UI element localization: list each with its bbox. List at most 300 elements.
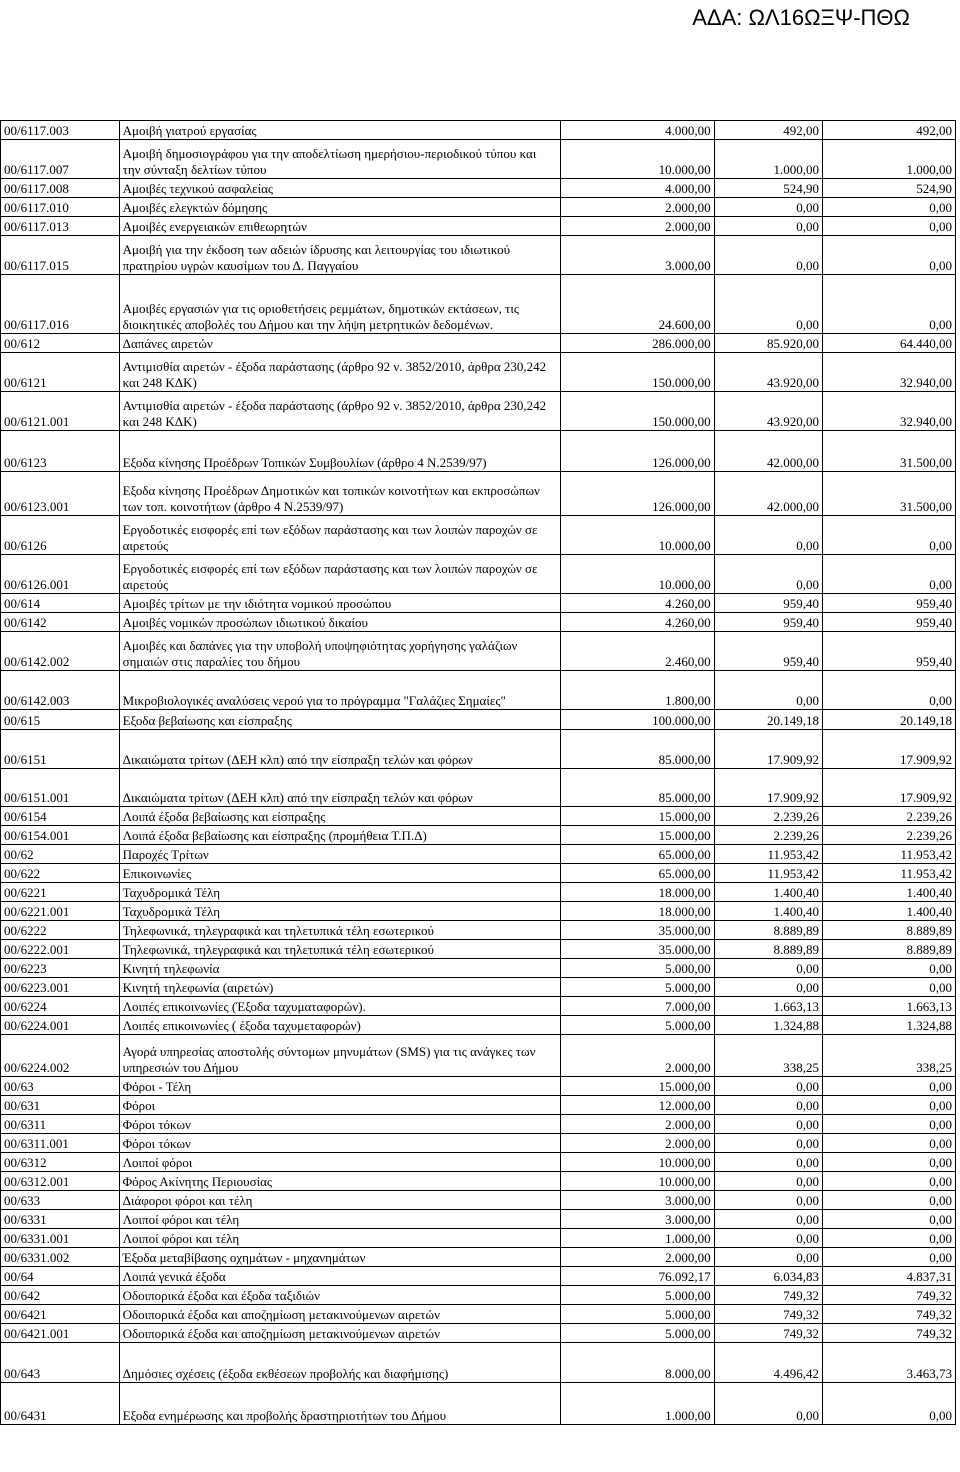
commitment-amount-cell: 0,00 [714,1172,822,1191]
account-code-cell: 00/6126.001 [1,555,120,594]
table-row [1,710,956,730]
ada-header: ΑΔΑ: ΩΛ16ΩΞΨ-ΠΘΩ [692,5,910,30]
commitment-amount-cell: 0,00 [714,1191,822,1210]
commitment-amount-cell: 1.000,00 [714,140,822,179]
budget-amount-cell: 2.000,00 [561,198,714,217]
commitment-amount-cell: 0,00 [714,516,822,555]
commitment-amount-cell: 17.909,92 [714,769,822,807]
description-cell: Λοιπά έξοδα βεβαίωσης και είσπραξης (προμήθεια Τ.Π.Δ) [119,826,561,845]
commitment-amount-cell: 0,00 [714,959,822,978]
table-row [1,594,956,613]
account-code-cell: 00/6421.001 [1,1324,120,1343]
table-row [1,1305,956,1324]
payment-amount-cell: 8.889,89 [823,940,956,959]
account-code-cell: 00/6224 [1,997,120,1016]
table-row [1,1134,956,1153]
account-code-cell: 00/6121.001 [1,392,120,431]
table-row [1,1191,956,1210]
description-cell: Αμοιβή γιατρού εργασίας [119,121,561,140]
table-row [1,392,956,431]
payment-amount-cell: 1.000,00 [823,140,956,179]
table-row [1,959,956,978]
table-row [1,1343,956,1383]
account-code-cell: 00/64 [1,1267,120,1286]
table-row [1,555,956,594]
payment-amount-cell: 749,32 [823,1305,956,1324]
account-code-cell: 00/6221 [1,883,120,902]
commitment-amount-cell: 8.889,89 [714,940,822,959]
budget-amount-cell: 8.000,00 [561,1343,714,1383]
account-code-cell: 00/6331.001 [1,1229,120,1248]
budget-amount-cell: 2.000,00 [561,1035,714,1077]
account-code-cell: 00/6126 [1,516,120,555]
description-cell: Εξοδα κίνησης Προέδρων Δημοτικών και τοπικών κοινοτήτων και εκπροσώπων των τοπ. κοινοτήτων (άρθρο 4 Ν.2539/97) [119,472,561,516]
commitment-amount-cell: 0,00 [714,198,822,217]
account-code-cell: 00/6154.001 [1,826,120,845]
account-code-cell: 00/6117.016 [1,275,120,334]
account-code-cell: 00/643 [1,1343,120,1383]
commitment-amount-cell: 492,00 [714,121,822,140]
account-code-cell: 00/6123.001 [1,472,120,516]
budget-amount-cell: 5.000,00 [561,978,714,997]
payment-amount-cell: 3.463,73 [823,1343,956,1383]
payment-amount-cell: 749,32 [823,1324,956,1343]
payment-amount-cell: 959,40 [823,632,956,671]
table-row [1,353,956,392]
budget-amount-cell: 2.000,00 [561,1115,714,1134]
payment-amount-cell: 0,00 [823,1134,956,1153]
commitment-amount-cell: 1.324,88 [714,1016,822,1035]
budget-amount-cell: 10.000,00 [561,516,714,555]
account-code-cell: 00/6421 [1,1305,120,1324]
budget-amount-cell: 24.600,00 [561,275,714,334]
payment-amount-cell: 1.400,40 [823,883,956,902]
account-code-cell: 00/6121 [1,353,120,392]
commitment-amount-cell: 0,00 [714,275,822,334]
payment-amount-cell: 0,00 [823,1115,956,1134]
description-cell: Ταχυδρομικά Τέλη [119,883,561,902]
commitment-amount-cell: 0,00 [714,1115,822,1134]
description-cell: Αντιμισθία αιρετών - έξοδα παράστασης (άρθρο 92 ν. 3852/2010, άρθρα 230,242 και 248 ΚΔΚ) [119,353,561,392]
payment-amount-cell: 0,00 [823,217,956,236]
payment-amount-cell: 492,00 [823,121,956,140]
table-row [1,1267,956,1286]
description-cell: Λοιπές επικοινωνίες ( έξοδα ταχυμεταφορών) [119,1016,561,1035]
description-cell: Λοιπές επικοινωνίες (Έξοδα ταχυματαφορών). [119,997,561,1016]
description-cell: Αγορά υπηρεσίας αποστολής σύντομων μηνυμάτων (SMS) για τις ανάγκες των υπηρεσιών του Δήμου [119,1035,561,1077]
payment-amount-cell: 0,00 [823,1229,956,1248]
payment-amount-cell: 0,00 [823,516,956,555]
description-cell: Λοιποί φόροι και τέλη [119,1229,561,1248]
commitment-amount-cell: 1.663,13 [714,997,822,1016]
table-row [1,997,956,1016]
commitment-amount-cell: 0,00 [714,236,822,275]
payment-amount-cell: 0,00 [823,555,956,594]
budget-amount-cell: 15.000,00 [561,826,714,845]
description-cell: Διάφοροι φόροι και τέλη [119,1191,561,1210]
payment-amount-cell: 32.940,00 [823,392,956,431]
description-cell: Εργοδοτικές εισφορές επί των εξόδων παράστασης και των λοιπών παροχών σε αιρετούς [119,516,561,555]
table-row [1,864,956,883]
budget-table [0,120,956,1425]
budget-amount-cell: 5.000,00 [561,1324,714,1343]
commitment-amount-cell: 0,00 [714,1210,822,1229]
payment-amount-cell: 0,00 [823,1096,956,1115]
payment-amount-cell: 0,00 [823,1191,956,1210]
account-code-cell: 00/612 [1,334,120,353]
budget-amount-cell: 3.000,00 [561,1210,714,1229]
description-cell: Αμοιβές νομικών προσώπων ιδιωτικού δικαίου [119,613,561,632]
account-code-cell: 00/6431 [1,1383,120,1425]
commitment-amount-cell: 43.920,00 [714,353,822,392]
account-code-cell: 00/6151 [1,730,120,769]
commitment-amount-cell: 0,00 [714,1096,822,1115]
budget-amount-cell: 5.000,00 [561,1305,714,1324]
payment-amount-cell: 17.909,92 [823,769,956,807]
account-code-cell: 00/6221.001 [1,902,120,921]
description-cell: Εξοδα βεβαίωσης και είσπραξης [119,710,561,730]
table-row [1,516,956,555]
table-row [1,845,956,864]
table-row [1,1229,956,1248]
account-code-cell: 00/6222 [1,921,120,940]
table-row [1,613,956,632]
commitment-amount-cell: 0,00 [714,1383,822,1425]
commitment-amount-cell: 8.889,89 [714,921,822,940]
description-cell: Φόρος Ακίνητης Περιουσίας [119,1172,561,1191]
budget-amount-cell: 18.000,00 [561,902,714,921]
account-code-cell: 00/6117.013 [1,217,120,236]
table-row [1,807,956,826]
payment-amount-cell: 0,00 [823,236,956,275]
description-cell: Δικαιώματα τρίτων (ΔΕΗ κλπ) από την είσπραξη τελών και φόρων [119,730,561,769]
table-row [1,1172,956,1191]
payment-amount-cell: 31.500,00 [823,431,956,472]
commitment-amount-cell: 6.034,83 [714,1267,822,1286]
payment-amount-cell: 17.909,92 [823,730,956,769]
table-row [1,730,956,769]
account-code-cell: 00/6117.008 [1,179,120,198]
description-cell: Οδοιπορικά έξοδα και αποζημίωση μετακινούμενων αιρετών [119,1324,561,1343]
description-cell: Μικροβιολογικές αναλύσεις νερού για το πρόγραμμα "Γαλάζιες Σημαίες" [119,671,561,710]
budget-amount-cell: 5.000,00 [561,959,714,978]
account-code-cell: 00/63 [1,1077,120,1096]
commitment-amount-cell: 0,00 [714,671,822,710]
description-cell: Εξοδα κίνησης Προέδρων Τοπικών Συμβουλίων (άρθρο 4 Ν.2539/97) [119,431,561,472]
description-cell: Αμοιβές τρίτων με την ιδιότητα νομικού προσώπου [119,594,561,613]
budget-amount-cell: 150.000,00 [561,392,714,431]
payment-amount-cell: 1.324,88 [823,1016,956,1035]
table-row [1,1016,956,1035]
payment-amount-cell: 0,00 [823,978,956,997]
budget-amount-cell: 85.000,00 [561,730,714,769]
table-row [1,1324,956,1343]
table-row [1,1286,956,1305]
budget-amount-cell: 35.000,00 [561,940,714,959]
table-row [1,1096,956,1115]
budget-amount-cell: 126.000,00 [561,431,714,472]
description-cell: Αμοιβές τεχνικού ασφαλείας [119,179,561,198]
commitment-amount-cell: 2.239,26 [714,807,822,826]
payment-amount-cell: 11.953,42 [823,864,956,883]
account-code-cell: 00/631 [1,1096,120,1115]
description-cell: Λοιποί φόροι [119,1153,561,1172]
table-row [1,632,956,671]
description-cell: Αντιμισθία αιρετών - έξοδα παράστασης (άρθρο 92 ν. 3852/2010, άρθρα 230,242 και 248 ΚΔΚ) [119,392,561,431]
table-row [1,121,956,140]
commitment-amount-cell: 1.400,40 [714,902,822,921]
description-cell: Ταχυδρομικά Τέλη [119,902,561,921]
account-code-cell: 00/622 [1,864,120,883]
description-cell: Παροχές Τρίτων [119,845,561,864]
account-code-cell: 00/633 [1,1191,120,1210]
account-code-cell: 00/615 [1,710,120,730]
payment-amount-cell: 0,00 [823,198,956,217]
account-code-cell: 00/62 [1,845,120,864]
commitment-amount-cell: 749,32 [714,1305,822,1324]
budget-amount-cell: 3.000,00 [561,236,714,275]
payment-amount-cell: 31.500,00 [823,472,956,516]
budget-amount-cell: 1.000,00 [561,1383,714,1425]
table-row [1,769,956,807]
account-code-cell: 00/6117.007 [1,140,120,179]
payment-amount-cell: 0,00 [823,1248,956,1267]
account-code-cell: 00/6223.001 [1,978,120,997]
budget-amount-cell: 2.000,00 [561,1134,714,1153]
description-cell: Φόροι [119,1096,561,1115]
budget-amount-cell: 65.000,00 [561,845,714,864]
payment-amount-cell: 0,00 [823,1077,956,1096]
table-row [1,1115,956,1134]
budget-amount-cell: 2.000,00 [561,1248,714,1267]
table-row [1,334,956,353]
table-row [1,1210,956,1229]
account-code-cell: 00/6311.001 [1,1134,120,1153]
table-row [1,1153,956,1172]
commitment-amount-cell: 0,00 [714,1153,822,1172]
commitment-amount-cell: 959,40 [714,632,822,671]
description-cell: Δαπάνες αιρετών [119,334,561,353]
payment-amount-cell: 0,00 [823,671,956,710]
payment-amount-cell: 524,90 [823,179,956,198]
table-row [1,1383,956,1425]
budget-amount-cell: 65.000,00 [561,864,714,883]
account-code-cell: 00/6224.002 [1,1035,120,1077]
description-cell: Εργοδοτικές εισφορές επί των εξόδων παράστασης και των λοιπών παροχών σε αιρετούς [119,555,561,594]
budget-amount-cell: 4.000,00 [561,179,714,198]
commitment-amount-cell: 0,00 [714,1077,822,1096]
commitment-amount-cell: 85.920,00 [714,334,822,353]
table-row [1,1077,956,1096]
budget-amount-cell: 126.000,00 [561,472,714,516]
budget-amount-cell: 7.000,00 [561,997,714,1016]
budget-amount-cell: 286.000,00 [561,334,714,353]
table-row [1,236,956,275]
commitment-amount-cell: 0,00 [714,217,822,236]
payment-amount-cell: 0,00 [823,1153,956,1172]
account-code-cell: 00/614 [1,594,120,613]
commitment-amount-cell: 43.920,00 [714,392,822,431]
payment-amount-cell: 0,00 [823,1383,956,1425]
commitment-amount-cell: 2.239,26 [714,826,822,845]
payment-amount-cell: 0,00 [823,275,956,334]
account-code-cell: 00/6224.001 [1,1016,120,1035]
description-cell: Οδοιπορικά έξοδα και αποζημίωση μετακινούμενων αιρετών [119,1305,561,1324]
description-cell: Αμοιβές ενεργειακών επιθεωρητών [119,217,561,236]
description-cell: Τηλεφωνικά, τηλεγραφικά και τηλετυπικά τέλη εσωτερικού [119,940,561,959]
payment-amount-cell: 0,00 [823,1172,956,1191]
payment-amount-cell: 0,00 [823,959,956,978]
payment-amount-cell: 11.953,42 [823,845,956,864]
description-cell: Φόροι τόκων [119,1134,561,1153]
commitment-amount-cell: 17.909,92 [714,730,822,769]
payment-amount-cell: 338,25 [823,1035,956,1077]
commitment-amount-cell: 959,40 [714,594,822,613]
commitment-amount-cell: 20.149,18 [714,710,822,730]
account-code-cell: 00/6312.001 [1,1172,120,1191]
budget-amount-cell: 4.000,00 [561,121,714,140]
budget-amount-cell: 1.800,00 [561,671,714,710]
budget-amount-cell: 35.000,00 [561,921,714,940]
commitment-amount-cell: 42.000,00 [714,431,822,472]
account-code-cell: 00/6142.002 [1,632,120,671]
description-cell: Αμοιβές και δαπάνες για την υποβολή υποψηφιότητας χορήγησης γαλάζιων σημαιών στις παραλίες του δήμου [119,632,561,671]
budget-amount-cell: 2.460,00 [561,632,714,671]
description-cell: Οδοιπορικά έξοδα και έξοδα ταξιδιών [119,1286,561,1305]
commitment-amount-cell: 0,00 [714,1229,822,1248]
account-code-cell: 00/6331 [1,1210,120,1229]
commitment-amount-cell: 338,25 [714,1035,822,1077]
account-code-cell: 00/6331.002 [1,1248,120,1267]
description-cell: Λοιπά έξοδα βεβαίωσης και είσπραξης [119,807,561,826]
account-code-cell: 00/6117.010 [1,198,120,217]
budget-table-body [1,121,956,1425]
account-code-cell: 00/642 [1,1286,120,1305]
account-code-cell: 00/6222.001 [1,940,120,959]
table-row [1,940,956,959]
account-code-cell: 00/6151.001 [1,769,120,807]
budget-amount-cell: 15.000,00 [561,1077,714,1096]
payment-amount-cell: 64.440,00 [823,334,956,353]
description-cell: Δικαιώματα τρίτων (ΔΕΗ κλπ) από την είσπραξη τελών και φόρων [119,769,561,807]
account-code-cell: 00/6142.003 [1,671,120,710]
description-cell: Αμοιβές ελεγκτών δόμησης [119,198,561,217]
budget-amount-cell: 4.260,00 [561,613,714,632]
commitment-amount-cell: 749,32 [714,1286,822,1305]
commitment-amount-cell: 0,00 [714,1248,822,1267]
payment-amount-cell: 8.889,89 [823,921,956,940]
table-row [1,826,956,845]
table-row [1,140,956,179]
description-cell: Κινητή τηλεφωνία [119,959,561,978]
payment-amount-cell: 1.663,13 [823,997,956,1016]
table-row [1,921,956,940]
account-code-cell: 00/6311 [1,1115,120,1134]
commitment-amount-cell: 0,00 [714,978,822,997]
account-code-cell: 00/6154 [1,807,120,826]
table-row [1,978,956,997]
description-cell: Κινητή τηλεφωνία (αιρετών) [119,978,561,997]
commitment-amount-cell: 1.400,40 [714,883,822,902]
description-cell: Επικοινωνίες [119,864,561,883]
payment-amount-cell: 2.239,26 [823,807,956,826]
commitment-amount-cell: 959,40 [714,613,822,632]
description-cell: Φόροι - Τέλη [119,1077,561,1096]
description-cell: Αμοιβή δημοσιογράφου για την αποδελτίωση ημερήσιου-περιοδικού τύπου και την σύνταξη δελτίων τύπου [119,140,561,179]
description-cell: Αμοιβή για την έκδοση των αδειών ίδρυσης και λειτουργίας του ιδιωτικού πρατηρίου υγρών καυσίμων του Δ. Παγγαίου [119,236,561,275]
table-row [1,1248,956,1267]
payment-amount-cell: 1.400,40 [823,902,956,921]
description-cell: Λοιποί φόροι και τέλη [119,1210,561,1229]
commitment-amount-cell: 0,00 [714,1134,822,1153]
payment-amount-cell: 959,40 [823,594,956,613]
account-code-cell: 00/6223 [1,959,120,978]
budget-amount-cell: 100.000,00 [561,710,714,730]
description-cell: Αμοιβές εργασιών για τις οριοθετήσεις ρεμμάτων, δημοτικών εκτάσεων, τις διοικητικές αποβολές του Δήμου και την λήψη μετρητικών δεδομένων. [119,275,561,334]
description-cell: Φόροι τόκων [119,1115,561,1134]
table-row [1,275,956,334]
budget-amount-cell: 10.000,00 [561,555,714,594]
budget-amount-cell: 85.000,00 [561,769,714,807]
commitment-amount-cell: 11.953,42 [714,845,822,864]
table-row [1,431,956,472]
budget-amount-cell: 5.000,00 [561,1016,714,1035]
payment-amount-cell: 749,32 [823,1286,956,1305]
table-row [1,883,956,902]
description-cell: Τηλεφωνικά, τηλεγραφικά και τηλετυπικά τέλη εσωτερικού [119,921,561,940]
budget-amount-cell: 4.260,00 [561,594,714,613]
budget-amount-cell: 3.000,00 [561,1191,714,1210]
table-row [1,179,956,198]
account-code-cell: 00/6123 [1,431,120,472]
description-cell: Λοιπά γενικά έξοδα [119,1267,561,1286]
commitment-amount-cell: 0,00 [714,555,822,594]
table-row [1,1035,956,1077]
budget-amount-cell: 1.000,00 [561,1229,714,1248]
budget-amount-cell: 10.000,00 [561,1153,714,1172]
commitment-amount-cell: 749,32 [714,1324,822,1343]
budget-amount-cell: 10.000,00 [561,140,714,179]
budget-amount-cell: 18.000,00 [561,883,714,902]
description-cell: Δημόσιες σχέσεις (έξοδα εκθέσεων προβολής και διαφήμισης) [119,1343,561,1383]
commitment-amount-cell: 11.953,42 [714,864,822,883]
budget-amount-cell: 10.000,00 [561,1172,714,1191]
budget-amount-cell: 150.000,00 [561,353,714,392]
commitment-amount-cell: 524,90 [714,179,822,198]
account-code-cell: 00/6117.003 [1,121,120,140]
payment-amount-cell: 20.149,18 [823,710,956,730]
table-row [1,902,956,921]
commitment-amount-cell: 42.000,00 [714,472,822,516]
description-cell: Έξοδα μεταβίβασης οχημάτων - μηχανημάτων [119,1248,561,1267]
payment-amount-cell: 4.837,31 [823,1267,956,1286]
payment-amount-cell: 0,00 [823,1210,956,1229]
table-row [1,671,956,710]
commitment-amount-cell: 4.496,42 [714,1343,822,1383]
payment-amount-cell: 32.940,00 [823,353,956,392]
budget-amount-cell: 2.000,00 [561,217,714,236]
budget-amount-cell: 5.000,00 [561,1286,714,1305]
account-code-cell: 00/6312 [1,1153,120,1172]
payment-amount-cell: 959,40 [823,613,956,632]
budget-amount-cell: 12.000,00 [561,1096,714,1115]
payment-amount-cell: 2.239,26 [823,826,956,845]
budget-amount-cell: 76.092,17 [561,1267,714,1286]
budget-amount-cell: 15.000,00 [561,807,714,826]
table-row [1,217,956,236]
account-code-cell: 00/6142 [1,613,120,632]
account-code-cell: 00/6117.015 [1,236,120,275]
